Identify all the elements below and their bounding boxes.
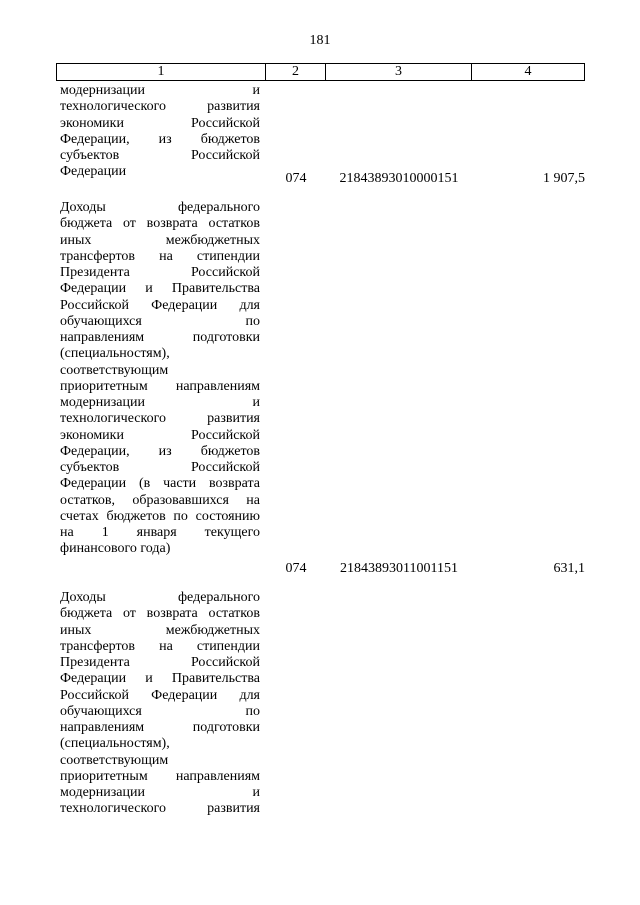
description-line: (специальностям), xyxy=(60,346,170,362)
table-row-description xyxy=(60,83,260,181)
description-line: бюджета от возврата остатков xyxy=(60,606,260,622)
table-row-description xyxy=(60,590,260,818)
description-line: технологического развития xyxy=(60,411,260,427)
description-line: соответствующим xyxy=(60,362,169,378)
description-line: Президента Российской xyxy=(60,655,260,670)
table-row-amount: 1 907,5 xyxy=(543,171,585,186)
table-row-amount: 631,1 xyxy=(553,561,585,576)
description-line: Федерации и Правительства xyxy=(60,281,260,297)
description-line: Президента Российской xyxy=(60,265,260,280)
description-line: иных межбюджетных xyxy=(60,232,260,248)
description-line: Доходы федерального xyxy=(60,200,260,215)
description-line: финансового года) xyxy=(60,541,171,557)
description-line: на 1 января текущего xyxy=(60,525,260,540)
description-line: модернизации и xyxy=(60,785,260,800)
table-row-code: 074 xyxy=(285,171,307,186)
description-line: соответствующим xyxy=(60,752,169,768)
description-line: Федерации (в части возврата xyxy=(60,476,260,492)
description-line: модернизации и xyxy=(60,83,260,98)
header-col-3: 3 xyxy=(326,64,472,80)
header-col-4: 4 xyxy=(524,64,532,79)
description-line: Федерации и Правительства xyxy=(60,671,260,687)
description-line: счетах бюджетов по состоянию xyxy=(60,508,260,524)
description-line: иных межбюджетных xyxy=(60,622,260,638)
description-line: трансфертов на стипендии xyxy=(60,248,260,264)
description-line: Федерации xyxy=(60,164,127,180)
description-line: технологического развития xyxy=(60,801,260,817)
description-line: остатков, образовавшихся на xyxy=(60,492,260,508)
description-line: бюджета от возврата остатков xyxy=(60,216,260,232)
description-line: Федерации, из бюджетов xyxy=(60,443,260,459)
description-line: обучающихся по xyxy=(60,703,260,719)
table-header-row xyxy=(56,63,585,81)
table-row-code: 074 xyxy=(285,561,307,576)
page-number: 181 xyxy=(309,33,331,48)
table-row-kbk: 21843893011001151 xyxy=(340,561,458,576)
table-row-description xyxy=(60,200,260,558)
description-line: технологического развития xyxy=(60,99,260,115)
description-line: Российской Федерации для xyxy=(60,687,260,703)
description-line: Российской Федерации для xyxy=(60,297,260,313)
description-line: экономики Российской xyxy=(60,115,260,131)
description-line: обучающихся по xyxy=(60,313,260,329)
description-line: трансфертов на стипендии xyxy=(60,638,260,654)
description-line: приоритетным направлениям xyxy=(60,768,260,784)
description-line: направлениям подготовки xyxy=(60,330,260,345)
description-line: субъектов Российской xyxy=(60,148,260,163)
description-line: экономики Российской xyxy=(60,427,260,443)
description-line: (специальностям), xyxy=(60,736,170,752)
header-col-1: 1 xyxy=(57,64,266,80)
header-col-2: 2 xyxy=(266,64,326,80)
description-line: направлениям подготовки xyxy=(60,720,260,735)
description-line: Доходы федерального xyxy=(60,590,260,605)
table-row-kbk: 21843893010000151 xyxy=(339,171,459,186)
description-line: субъектов Российской xyxy=(60,460,260,475)
description-line: модернизации и xyxy=(60,395,260,410)
description-line: приоритетным направлениям xyxy=(60,378,260,394)
description-line: Федерации, из бюджетов xyxy=(60,131,260,147)
